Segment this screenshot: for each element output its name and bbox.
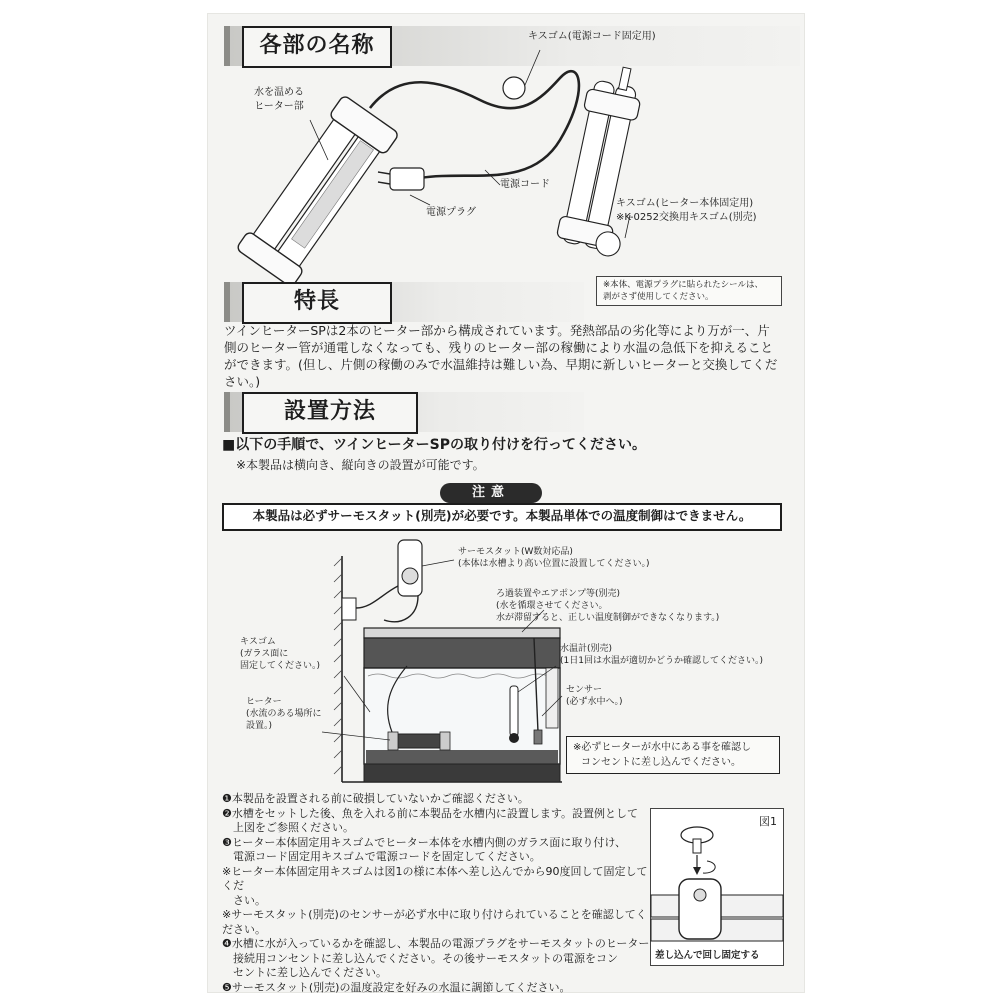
label-thermometer-line1: 水温計(別売) — [560, 644, 613, 654]
label-filter-line2: (水を循環させてください。 — [496, 601, 608, 611]
section-header-features — [224, 282, 584, 322]
label-thermometer-line2: (1日1回は水温が適切かどうか確認してください。) — [560, 656, 763, 666]
caution-box: 本製品は必ずサーモスタット(別売)が必要です。本製品単体での温度制御はできません。 — [222, 503, 782, 531]
label-kisugomu-body — [616, 197, 757, 225]
step-1: ❶本製品を設置される前に破損していないかご確認ください。 — [222, 792, 529, 805]
step-2: ❷水槽をセットした後、魚を入れる前に本製品を水槽内に設置します。設置例として — [222, 806, 638, 820]
step-5: ❺サーモスタット(別売)の温度設定を好みの水温に調節してください。 — [222, 980, 571, 994]
label-power-cord: 電源コード — [500, 179, 550, 190]
step-4-cont2: セントに差し込んでください。 — [222, 966, 387, 979]
steps-list — [222, 792, 656, 995]
label-thermometer — [560, 643, 763, 667]
step-note-1-cont: さい。 — [222, 893, 266, 907]
label-heater-line2: (水流のある場所に — [246, 709, 322, 719]
label-heater-part-line1: 水を温める — [254, 87, 304, 98]
features-line-3: ができます。(但し、片側の稼働のみで水温維持は難しい為、早期に新しいヒーターと交換してくだ — [224, 357, 778, 372]
features-line-1: ツインヒーターSPは2本のヒーター部から構成されています。発熱部品の劣化等により万が一、片 — [224, 323, 770, 338]
label-kisugomu-line3: 固定してください。) — [240, 661, 321, 671]
step-2-cont: 上図をご参照ください。 — [222, 821, 354, 834]
caution-label: 注意 — [440, 483, 542, 503]
step-4-cont: 接続用コンセントに差し込んでください。その後サーモスタットの電源をコン — [222, 951, 618, 965]
sticker-note-line1: ※本体、電源プラグに貼られたシールは、 — [603, 280, 763, 290]
label-kisugomu-body-line1: キスゴム(ヒーター本体固定用) — [616, 198, 754, 209]
label-kisugomu-cord: キスゴム(電源コード固定用) — [528, 31, 656, 42]
section-header-installation — [224, 392, 584, 432]
installation-sub: ※本製品は横向き、縦向きの設置が可能です。 — [236, 458, 485, 472]
installation-lead: ■以下の手順で、ツインヒーターSPの取り付けを行ってください。 — [222, 437, 647, 453]
label-power-plug: 電源プラグ — [426, 207, 476, 218]
label-thermostat — [458, 546, 650, 570]
label-heater-part-line2: ヒーター部 — [254, 101, 304, 112]
warning-line1: ※必ずヒーターが水中にある事を確認し — [573, 742, 751, 753]
label-heater-line1: ヒーター — [246, 697, 282, 707]
label-kisugomu — [240, 636, 320, 672]
sticker-note-line2: 剥がさず使用してください。 — [603, 291, 714, 302]
label-heater-part — [244, 86, 314, 114]
figure-1-drawing — [651, 809, 783, 965]
sticker-note — [596, 276, 782, 306]
label-kisugomu-line2: (ガラス面に — [240, 649, 289, 659]
features-line-4: さい。) — [224, 374, 261, 389]
label-filter-line1: ろ過装置やエアポンプ等(別売) — [496, 589, 621, 599]
step-note-2: ※サーモスタット(別売)のセンサーが必ず水中に取り付けられていることを確認してください。 — [222, 908, 647, 936]
figure-1 — [650, 808, 784, 966]
label-filter — [496, 588, 719, 624]
label-thermostat-line2: (本体は水槽より高い位置に設置してください。) — [458, 559, 650, 569]
section-title-parts: 各部の名称 — [242, 26, 392, 68]
warning-box — [566, 736, 780, 774]
label-heater-line3: 設置。) — [246, 721, 273, 731]
label-sensor-line2: (必ず水中へ。) — [566, 697, 623, 707]
label-thermostat-line1: サーモスタット(W数対応品) — [458, 547, 573, 557]
step-4: ❹水槽に水が入っているかを確認し、本製品の電源プラグをサーモスタットのヒーター — [222, 937, 650, 950]
label-sensor-line1: センサー — [566, 685, 603, 695]
figure-1-caption: 差し込んで回し固定する — [655, 950, 760, 961]
label-kisugomu-line1: キスゴム — [240, 637, 276, 647]
step-note-1: ※ヒーター本体固定用キスゴムは図1の様に本体へ差し込んでから90度回して固定してくだ — [222, 864, 648, 892]
section-title-features: 特長 — [242, 282, 392, 324]
label-sensor — [566, 684, 623, 708]
step-3: ❸ヒーター本体固定用キスゴムでヒーター本体を水槽内側のガラス面に取り付け、 — [222, 835, 626, 849]
section-title-installation: 設置方法 — [242, 392, 418, 434]
warning-line2: コンセントに差し込んでください。 — [581, 757, 741, 768]
label-kisugomu-body-line2: ※K-0252交換用キスゴム(別売) — [616, 212, 757, 223]
label-heater — [246, 696, 322, 732]
figure-1-label: 図1 — [759, 815, 777, 828]
features-line-2: 側のヒーター管が通電しなくなっても、残りのヒーター部の稼働により水温の急低下を抑えること — [224, 340, 774, 355]
step-3-cont: 電源コード固定用キスゴムで電源コードを固定してください。 — [222, 850, 541, 863]
features-text — [224, 322, 794, 390]
label-filter-line3: 水が滞留すると、正しい温度制御ができなくなります。) — [496, 613, 720, 623]
